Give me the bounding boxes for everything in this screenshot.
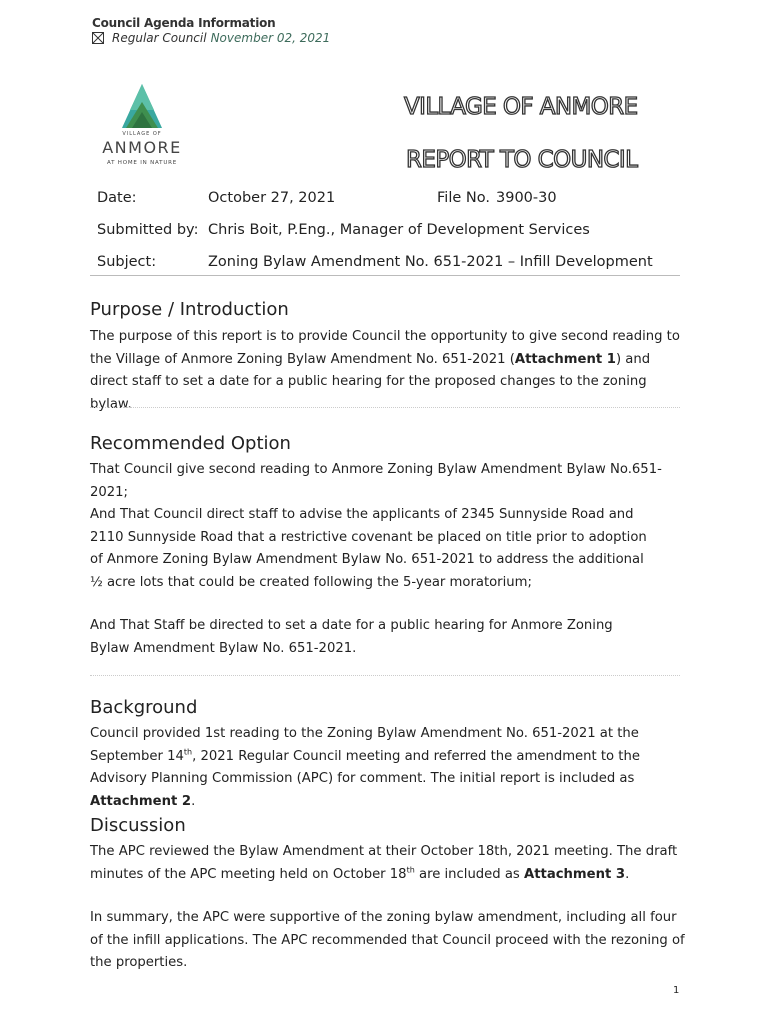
discussion-heading: Discussion	[90, 815, 186, 836]
discussion-paragraph-1: The APC reviewed the Bylaw Amendment at their October 18th, 2021 meeting. The draft minutes of the APC meeting held on October 18th are included as Attachment 3.	[90, 844, 678, 882]
file-label: File No.	[437, 190, 490, 206]
attachment-3-ref: Attachment 3	[524, 866, 626, 882]
logo-village-of: VILLAGE OF	[122, 131, 162, 137]
recommended-heading: Recommended Option	[90, 433, 291, 454]
report-title-line1: VILLAGE OF ANMORE	[404, 94, 638, 120]
logo-tagline: AT HOME IN NATURE	[106, 160, 178, 166]
report-title-line2: REPORT TO COUNCIL	[406, 147, 638, 173]
checkbox-checked-icon	[92, 32, 104, 44]
discussion-paragraph-2: In summary, the APC were supportive of the zoning bylaw amendment, including all four of the infill applications. The APC recommended that Council proceed with the rezoning of the properties.	[90, 910, 685, 970]
background-paragraph: Council provided 1st reading to the Zoning Bylaw Amendment No. 651-2021 at the September 14th, 2021 Regular Council meeting and referred the amendment to the Advisory Planning Commission (APC) for comment. The initial report is included as Attachment 2.	[90, 726, 640, 809]
recommended-paragraph-1: That Council give second reading to Anmore Zoning Bylaw Amendment Bylaw No.651-2021;	[90, 462, 662, 500]
purpose-paragraph: The purpose of this report is to provide Council the opportunity to give second reading to the Village of Anmore Zoning Bylaw Amendment No. 651-2021 (Attachment 1) and direct staff to set a date for a public hearing for the proposed changes to the zoning bylaw.	[90, 329, 680, 412]
header-divider	[90, 275, 680, 276]
recommended-paragraph-2: And That Council direct staff to advise the applicants of 2345 Sunnyside Road and 2110 Sunnyside Road that a restrictive covenant be placed on title prior to adoption of Anmore Zoning Bylaw Amendment Bylaw No. 651-2021 to address the additional ½ acre lots that could be created following the 5-year moratorium;	[90, 507, 647, 590]
agenda-title: Council Agenda Information	[92, 16, 276, 30]
recommended-paragraph-3: And That Staff be directed to set a date for a public hearing for Anmore Zoning Bylaw Amendment Bylaw No. 651-2021.	[90, 618, 613, 656]
logo-name: ANMORE	[102, 138, 182, 157]
purpose-heading: Purpose / Introduction	[90, 299, 289, 320]
file-value: 3900-30	[496, 190, 557, 206]
submitted-value: Chris Boit, P.Eng., Manager of Development Services	[208, 222, 590, 238]
agenda-meeting-line	[92, 31, 330, 45]
date-value: October 27, 2021	[208, 190, 336, 206]
attachment-2-ref: Attachment 2	[90, 793, 192, 809]
page-number: 1	[673, 985, 680, 996]
attachment-1-ref: Attachment 1	[514, 351, 616, 367]
date-label: Date:	[97, 190, 137, 206]
background-heading: Background	[90, 697, 198, 718]
section-divider	[90, 675, 680, 676]
subject-value: Zoning Bylaw Amendment No. 651-2021 – Infill Development	[208, 254, 653, 270]
submitted-label: Submitted by:	[97, 222, 199, 238]
meeting-type: Regular Council	[112, 31, 207, 45]
section-divider	[90, 407, 680, 408]
subject-label: Subject:	[97, 254, 157, 270]
meeting-date: November 02, 2021	[210, 31, 331, 45]
